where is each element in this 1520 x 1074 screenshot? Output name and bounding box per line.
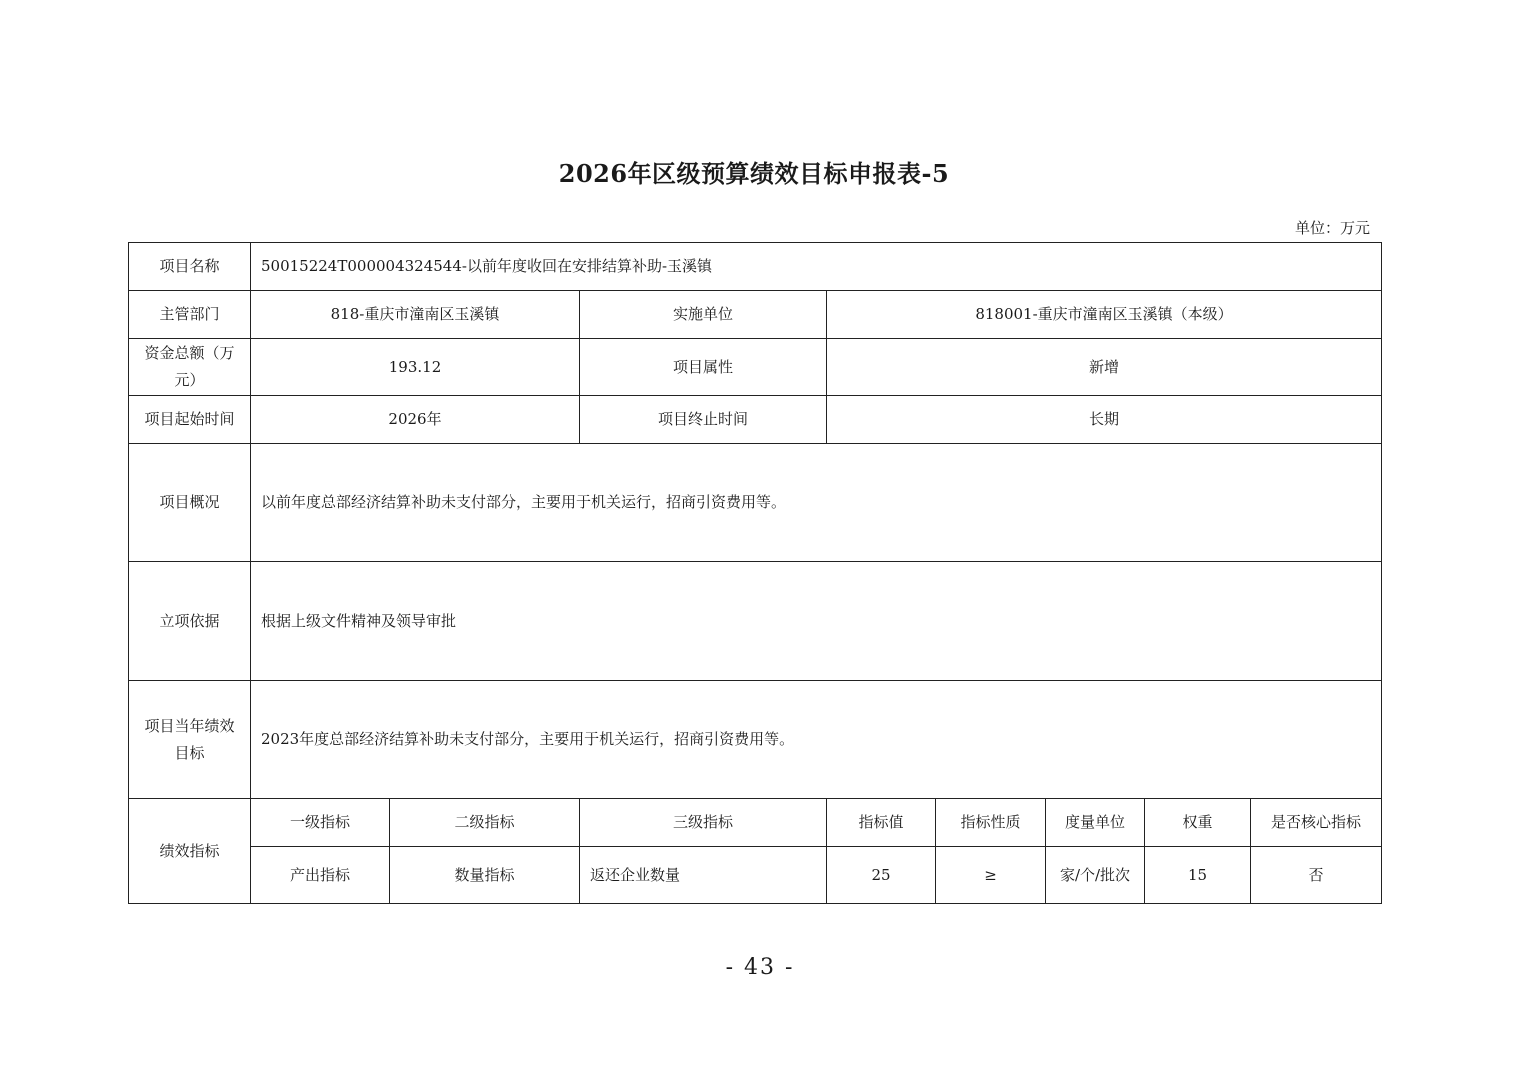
start-time-value: 2026年 bbox=[251, 396, 580, 444]
annual-goal-label: 项目当年绩效目标 bbox=[129, 681, 251, 799]
indicator-header: 二级指标 bbox=[390, 799, 580, 847]
indicator-header: 一级指标 bbox=[251, 799, 390, 847]
department-value: 818-重庆市潼南区玉溪镇 bbox=[251, 291, 580, 339]
indicator-cell: 15 bbox=[1145, 847, 1251, 904]
project-name-value: 50015224T000004324544-以前年度收回在安排结算补助-玉溪镇 bbox=[251, 243, 1382, 291]
row-project-name bbox=[129, 243, 1382, 291]
row-department bbox=[129, 291, 1382, 339]
impl-unit-value: 818001-重庆市潼南区玉溪镇（本级） bbox=[827, 291, 1382, 339]
indicators-label: 绩效指标 bbox=[129, 799, 251, 904]
budget-performance-form bbox=[128, 242, 1382, 904]
row-basis bbox=[129, 562, 1382, 681]
basis-label: 立项依据 bbox=[129, 562, 251, 681]
indicator-cell: 数量指标 bbox=[390, 847, 580, 904]
end-time-label: 项目终止时间 bbox=[580, 396, 827, 444]
indicator-header: 三级指标 bbox=[580, 799, 827, 847]
indicator-cell: 否 bbox=[1251, 847, 1382, 904]
page-title: 2026年区级预算绩效目标申报表-5 bbox=[558, 159, 950, 188]
row-overview bbox=[129, 444, 1382, 562]
indicator-cell: 25 bbox=[827, 847, 936, 904]
project-name-label: 项目名称 bbox=[129, 243, 251, 291]
annual-goal-value: 2023年度总部经济结算补助未支付部分，主要用于机关运行，招商引资费用等。 bbox=[251, 681, 1382, 799]
indicator-row bbox=[129, 847, 1382, 904]
end-time-value: 长期 bbox=[827, 396, 1382, 444]
funding-value: 193.12 bbox=[251, 339, 580, 396]
impl-unit-label: 实施单位 bbox=[580, 291, 827, 339]
indicator-header: 权重 bbox=[1145, 799, 1251, 847]
overview-label: 项目概况 bbox=[129, 444, 251, 562]
overview-value: 以前年度总部经济结算补助未支付部分，主要用于机关运行，招商引资费用等。 bbox=[251, 444, 1382, 562]
indicator-cell: 返还企业数量 bbox=[580, 847, 827, 904]
basis-value: 根据上级文件精神及领导审批 bbox=[251, 562, 1382, 681]
unit-label: 单位：万元 bbox=[1294, 219, 1370, 237]
indicator-cell: 产出指标 bbox=[251, 847, 390, 904]
funding-label: 资金总额（万元） bbox=[129, 339, 251, 396]
row-funding bbox=[129, 339, 1382, 396]
indicator-header: 指标性质 bbox=[936, 799, 1046, 847]
indicator-header: 是否核心指标 bbox=[1251, 799, 1382, 847]
department-label: 主管部门 bbox=[129, 291, 251, 339]
indicator-cell: 家/个/批次 bbox=[1046, 847, 1145, 904]
project-attr-value: 新增 bbox=[827, 339, 1382, 396]
indicator-header: 指标值 bbox=[827, 799, 936, 847]
project-attr-label: 项目属性 bbox=[580, 339, 827, 396]
indicator-header: 度量单位 bbox=[1046, 799, 1145, 847]
start-time-label: 项目起始时间 bbox=[129, 396, 251, 444]
indicator-cell: ≥ bbox=[936, 847, 1046, 904]
row-annual-goal bbox=[129, 681, 1382, 799]
page-number: - 43 - bbox=[725, 955, 795, 980]
indicator-header-row bbox=[129, 799, 1382, 847]
row-period bbox=[129, 396, 1382, 444]
